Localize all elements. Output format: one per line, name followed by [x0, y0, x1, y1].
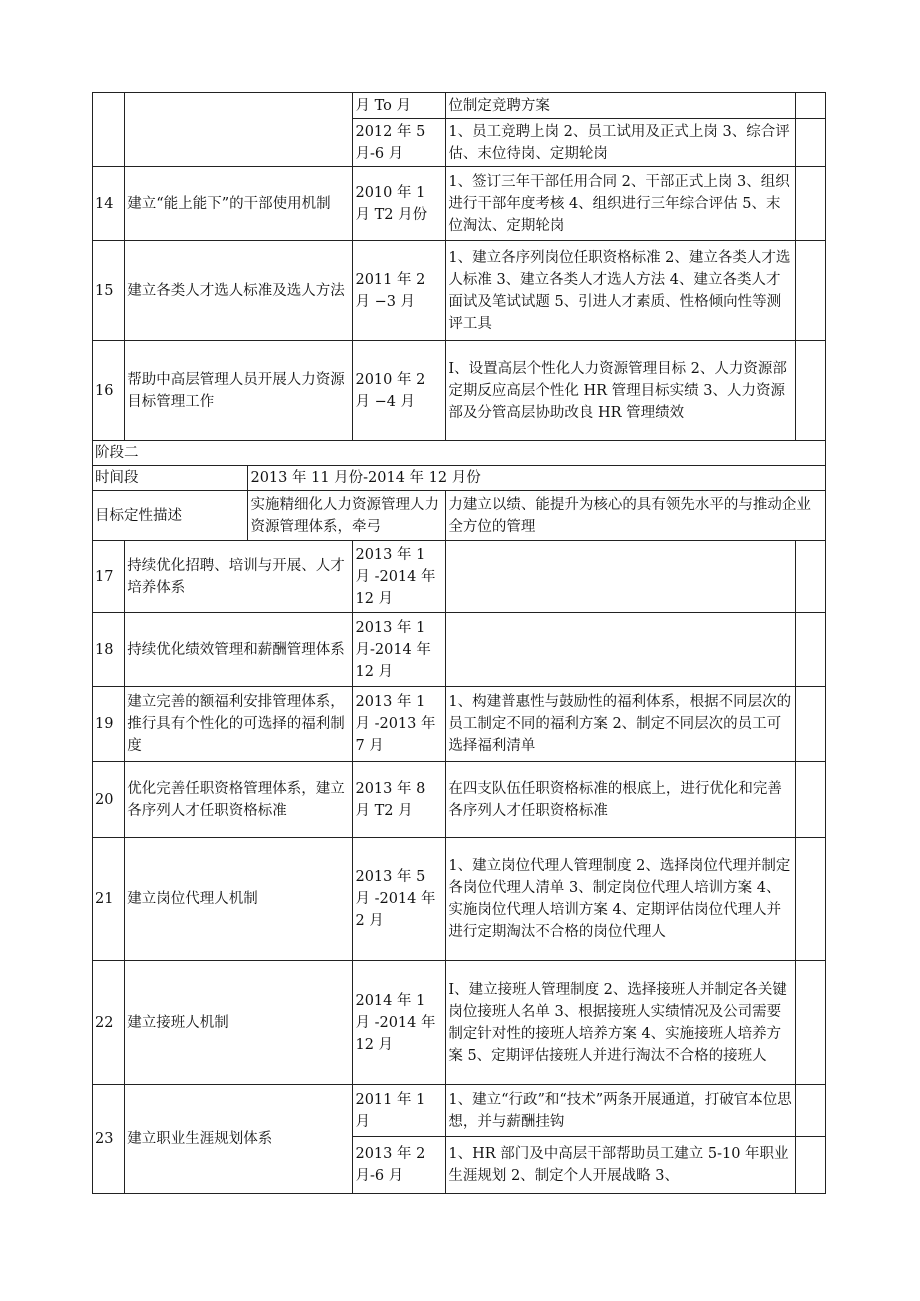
detail-cell — [446, 541, 795, 613]
empty-cell — [795, 687, 825, 762]
detail-cell: 1、签订三年干部任用合同 2、干部正式上岗 3、组织进行干部年度考核 4、组织进行三年综合评估 5、末位淘汰、定期轮岗 — [446, 167, 795, 241]
detail-cell: I、建立接班人管理制度 2、选择接班人并制定各关键岗位接班人名单 3、根据接班人实绩情况及公司需要制定针对性的接班人培养方案 4、实施接班人培养方案 5、定期评估接班人并进行淘汰不合格的接班人 — [446, 961, 795, 1085]
plan-table — [92, 92, 826, 1194]
task-cell — [125, 93, 353, 167]
detail-cell: 在四支队伍任职资格标准的根底上，进行优化和完善各序列人才任职资格标准 — [446, 762, 795, 838]
task-cell: 建立完善的额福利安排管理体系，推行具有个性化的可选择的福利制度 — [125, 687, 353, 762]
date-cell: 2012 年 5 月-6 月 — [353, 119, 446, 167]
date-cell: 2013 年 1 月 -2014 年 12 月 — [353, 541, 446, 613]
empty-cell — [795, 762, 825, 838]
date-cell: 2013 年 2 月-6 月 — [353, 1137, 446, 1194]
period-label: 时间段 — [93, 466, 248, 491]
date-cell: 2013 年 1 月-2014 年 12 月 — [353, 613, 446, 687]
empty-cell — [795, 613, 825, 687]
task-cell: 建立岗位代理人机制 — [125, 838, 353, 961]
date-cell: 2014 年 1 月 -2014 年 12 月 — [353, 961, 446, 1085]
table-row — [93, 687, 826, 762]
table-row — [93, 961, 826, 1085]
goal-text-part2: 力建立以绩、能提升为核心的具有领先水平的与推动企业全方位的管理 — [446, 491, 826, 541]
table-row — [93, 466, 826, 491]
detail-cell: 1、建立岗位代理人管理制度 2、选择岗位代理并制定各岗位代理人清单 3、制定岗位代理人培训方案 4、实施岗位代理人培训方案 4、定期评估岗位代理人并进行定期淘汰不合格的岗位代理人 — [446, 838, 795, 961]
number-cell: 15 — [93, 241, 125, 341]
date-cell: 2010 年 2 月 −4 月 — [353, 341, 446, 441]
table-row — [93, 838, 826, 961]
date-cell: 月 To 月 — [353, 93, 446, 119]
goal-text-part1: 实施精细化人力资源管理人力资源管理体系，牵弓 — [248, 491, 446, 541]
empty-cell — [795, 241, 825, 341]
date-cell: 2013 年 1 月 -2013 年 7 月 — [353, 687, 446, 762]
empty-cell — [795, 541, 825, 613]
table-row — [93, 541, 826, 613]
empty-cell — [795, 167, 825, 241]
empty-cell — [795, 1085, 825, 1137]
goal-label: 目标定性描述 — [93, 491, 248, 541]
empty-cell — [795, 341, 825, 441]
date-cell: 2013 年 8 月 T2 月 — [353, 762, 446, 838]
number-cell: 21 — [93, 838, 125, 961]
number-cell: 16 — [93, 341, 125, 441]
empty-cell — [795, 93, 825, 119]
task-cell: 建立职业生涯规划体系 — [125, 1085, 353, 1194]
detail-cell — [446, 613, 795, 687]
stage-title: 阶段二 — [93, 441, 826, 466]
task-cell: 持续优化绩效管理和薪酬管理体系 — [125, 613, 353, 687]
number-cell: 18 — [93, 613, 125, 687]
table-row — [93, 341, 826, 441]
table-row — [93, 241, 826, 341]
detail-cell: 位制定竞聘方案 — [446, 93, 795, 119]
detail-cell: 1、建立各序列岗位任职资格标准 2、建立各类人才选人标准 3、建立各类人才选人方法 4、建立各类人才面试及笔试试题 5、引进人才素质、性格倾向性等测评工具 — [446, 241, 795, 341]
number-cell: 23 — [93, 1085, 125, 1194]
number-cell: 22 — [93, 961, 125, 1085]
number-cell — [93, 93, 125, 167]
table-row — [93, 491, 826, 541]
empty-cell — [795, 1137, 825, 1194]
task-cell: 优化完善任职资格管理体系，建立各序列人才任职资格标准 — [125, 762, 353, 838]
detail-cell: 1、建立“行政”和“技术”两条开展通道，打破官本位思想，并与薪酬挂钩 — [446, 1085, 795, 1137]
detail-cell: 1、HR 部门及中高层干部帮助员工建立 5-10 年职业生涯规划 2、制定个人开展战略 3、 — [446, 1137, 795, 1194]
table-row — [93, 167, 826, 241]
task-cell: 帮助中高层管理人员开展人力资源目标管理工作 — [125, 341, 353, 441]
empty-cell — [795, 119, 825, 167]
date-cell: 2011 年 2 月 −3 月 — [353, 241, 446, 341]
date-cell: 2013 年 5 月 -2014 年 2 月 — [353, 838, 446, 961]
date-cell: 2010 年 1 月 T2 月份 — [353, 167, 446, 241]
number-cell: 20 — [93, 762, 125, 838]
number-cell: 17 — [93, 541, 125, 613]
period-value: 2013 年 11 月份-2014 年 12 月份 — [248, 466, 826, 491]
table-row — [93, 441, 826, 466]
table-row — [93, 613, 826, 687]
detail-cell: 1、构建普惠性与鼓励性的福利体系，根据不同层次的员工制定不同的福利方案 2、制定不同层次的员工可选择福利清单 — [446, 687, 795, 762]
task-cell: 建立“能上能下”的干部使用机制 — [125, 167, 353, 241]
task-cell: 建立接班人机制 — [125, 961, 353, 1085]
number-cell: 14 — [93, 167, 125, 241]
number-cell: 19 — [93, 687, 125, 762]
detail-cell: I、设置高层个性化人力资源管理目标 2、人力资源部定期反应高层个性化 HR 管理目标实绩 3、人力资源部及分管高层协助改良 HR 管理绩效 — [446, 341, 795, 441]
table-row — [93, 1085, 826, 1137]
empty-cell — [795, 838, 825, 961]
empty-cell — [795, 961, 825, 1085]
table-row — [93, 93, 826, 119]
task-cell: 建立各类人才选人标准及选人方法 — [125, 241, 353, 341]
date-cell: 2011 年 1 月 — [353, 1085, 446, 1137]
detail-cell: 1、员工竞聘上岗 2、员工试用及正式上岗 3、综合评估、末位待岗、定期轮岗 — [446, 119, 795, 167]
task-cell: 持续优化招聘、培训与开展、人才培养体系 — [125, 541, 353, 613]
table-row — [93, 762, 826, 838]
